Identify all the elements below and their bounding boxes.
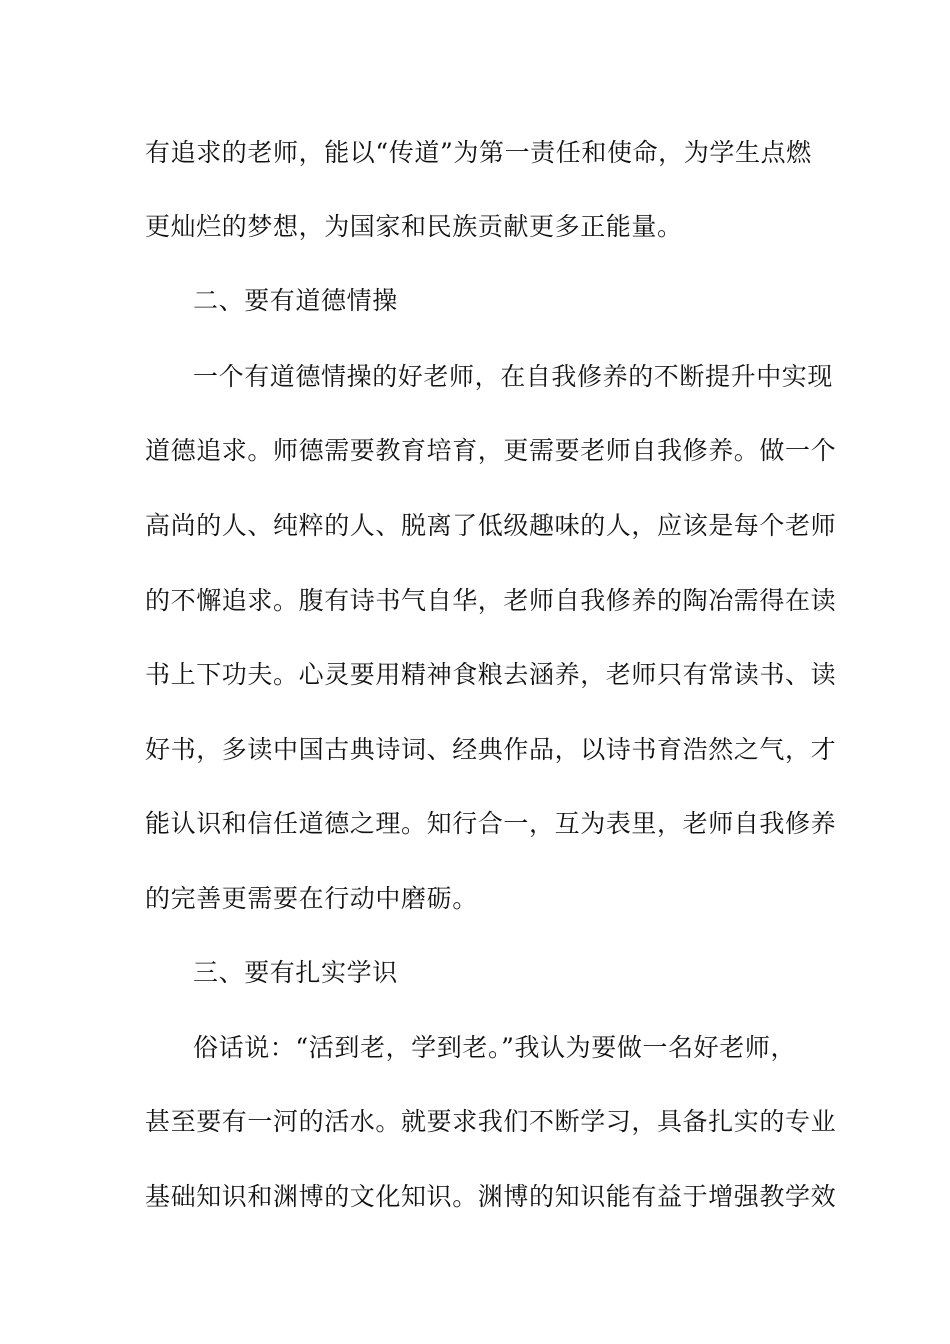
paragraph-line: 高尚的人、纯粹的人、脱离了低级趣味的人，应该是每个老师 (145, 511, 837, 540)
section-heading: 二、要有道德情操 (193, 286, 398, 315)
section-heading: 三、要有扎实学识 (193, 958, 398, 987)
paragraph-line: 的不懈追求。腹有诗书气自华，老师自我修养的陶冶需得在读 (145, 586, 837, 615)
paragraph-line: 有追求的老师，能以“传道”为第一责任和使命，为学生点燃 (145, 138, 812, 167)
paragraph-line: 甚至要有一河的活水。就要求我们不断学习，具备扎实的专业 (145, 1107, 837, 1136)
paragraph-line: 书上下功夫。心灵要用精神食粮去涵养，老师只有常读书、读 (145, 660, 837, 689)
paragraph-line: 更灿烂的梦想，为国家和民族贡献更多正能量。 (145, 212, 683, 241)
paragraph-line: 基础知识和渊博的文化知识。渊博的知识能有益于增强教学效 (145, 1182, 837, 1211)
paragraph-line: 好书，多读中国古典诗词、经典作品，以诗书育浩然之气，才 (145, 735, 837, 764)
paragraph-line: 一个有道德情操的好老师，在自我修养的不断提升中实现 (193, 362, 834, 391)
paragraph-line: 俗话说：“活到老，学到老。”我认为要做一名好老师， (193, 1033, 797, 1062)
paragraph-line: 能认识和信任道德之理。知行合一，互为表里，老师自我修养 (145, 809, 837, 838)
paragraph-line: 道德追求。师德需要教育培育，更需要老师自我修养。做一个 (145, 436, 837, 465)
paragraph-line: 的完善更需要在行动中磨砺。 (145, 884, 478, 913)
